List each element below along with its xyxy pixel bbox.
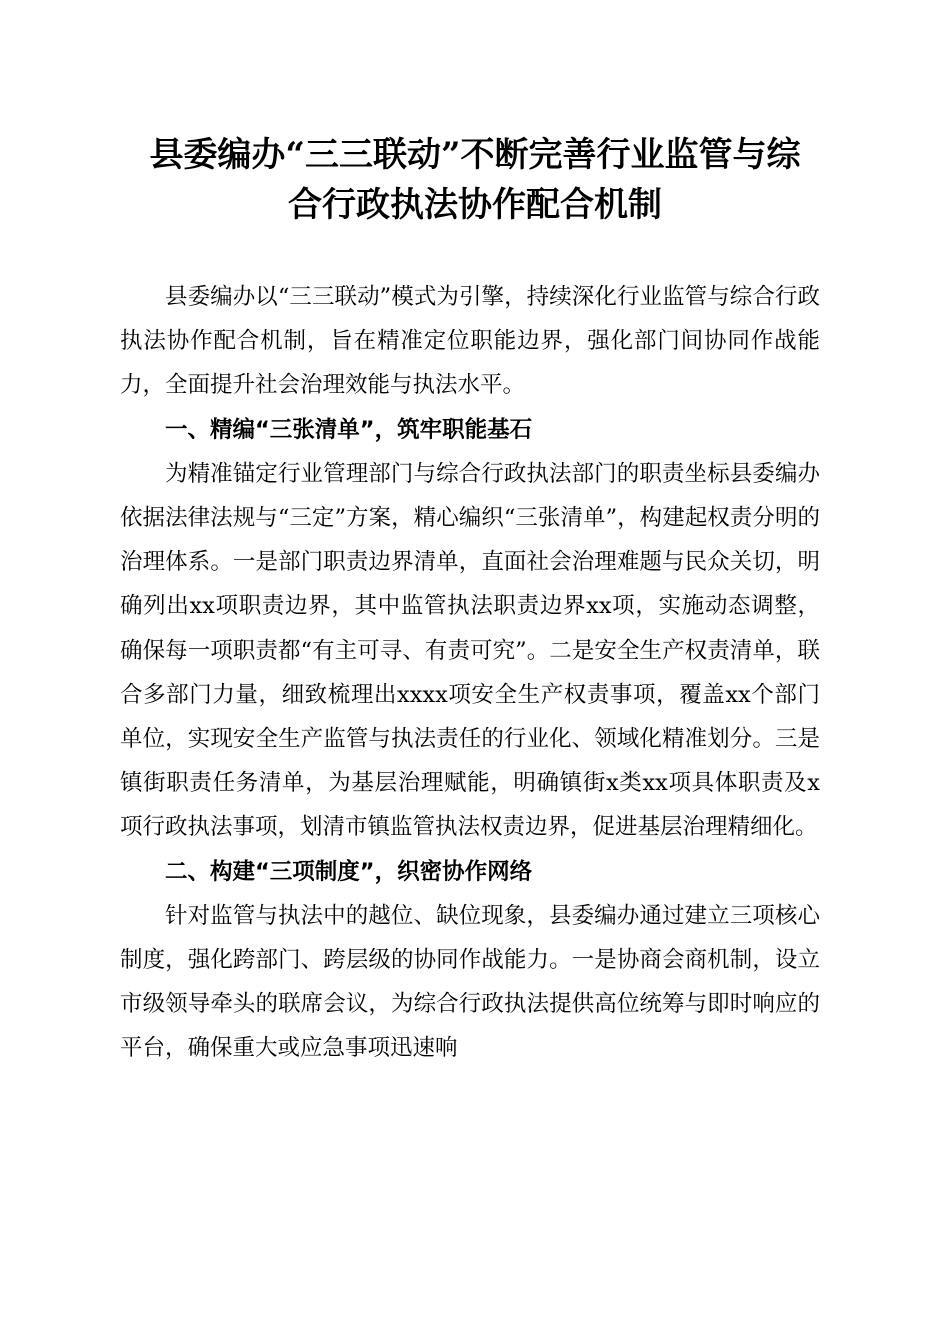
section-1-heading: 一、精编“三张清单”，筑牢职能基石 xyxy=(165,416,533,443)
document-body xyxy=(120,275,820,1071)
section-2-heading: 二、构建“三项制度”，织密协作网络 xyxy=(165,858,533,885)
document-title xyxy=(110,130,840,230)
section-1-paragraph: 为精准锚定行业管理部门与综合行政执法部门的职责坐标县委编办依据法律法规与“三定”方案，精心编织“三张清单”，构建起权责分明的治理体系。一是部门职责边界清单，直面社会治理难题与民众关切，明确列出xx项职责边界，其中监管执法职责边界xx项，实施动态调整，确保每一项职责都“有主可寻、有责可究”。二是安全生产权责清单，联合多部门力量，细致梳理出xxxx项安全生产权责事项，覆盖xx个部门单位，实现安全生产监管与执法责任的行业化、领域化精准划分。三是镇街职责任务清单，为基层治理赋能，明确镇街x类xx项具体职责及x项行政执法事项，划清市镇监管执法权责边界，促进基层治理精细化。 xyxy=(120,460,820,841)
intro-paragraph: 县委编办以“三三联动”模式为引擎，持续深化行业监管与综合行政执法协作配合机制，旨在精准定位职能边界，强化部门间协同作战能力，全面提升社会治理效能与执法水平。 xyxy=(120,284,820,399)
document-title-line-1: 县委编办“三三联动”不断完善行业监管与综 xyxy=(149,135,801,175)
document-title-line-2: 合行政执法协作配合机制 xyxy=(288,185,662,225)
section-2-paragraph: 针对监管与执法中的越位、缺位现象，县委编办通过建立三项核心制度，强化跨部门、跨层级的协同作战能力。一是协商会商机制，设立市级领导牵头的联席会议，为综合行政执法提供高位统筹与即时响应的平台，确保重大或应急事项迅速响 xyxy=(120,902,820,1062)
